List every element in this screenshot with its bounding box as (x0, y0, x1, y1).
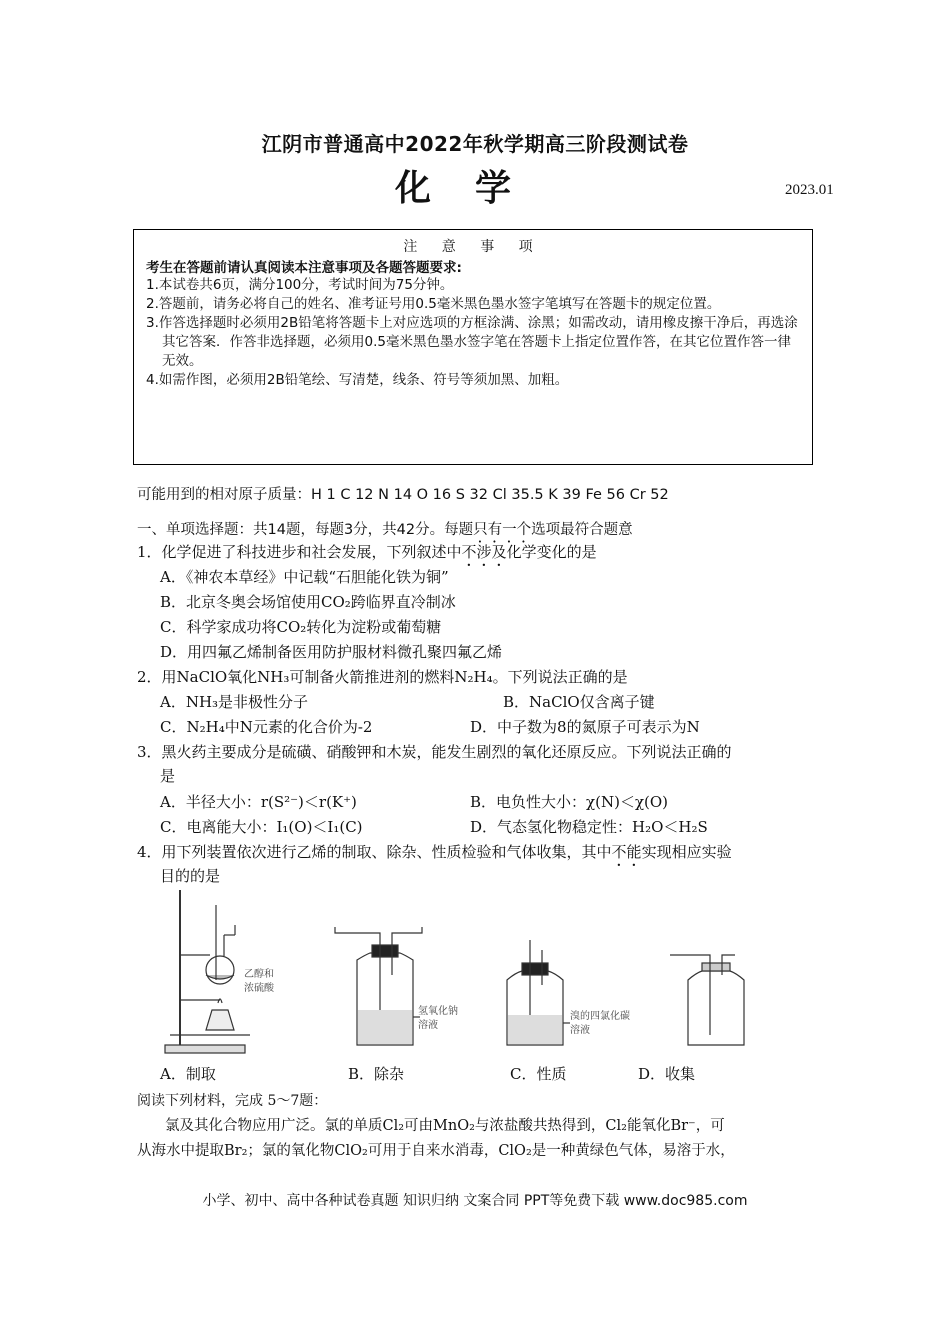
q4-option-b: B．除杂 (348, 1065, 405, 1083)
q3-option-a: A．半径大小：r(S²⁻)＜r(K⁺) (160, 793, 357, 811)
apparatus-a-label-2: 浓硫酸 (244, 983, 274, 994)
q1-stem-pre: 1．化学促进了科技进步和社会发展，下列叙述中 (137, 543, 462, 561)
section1-heading-post: 选项最符合题意 (531, 522, 633, 538)
q3-stem: 3．黑火药主要成分是硫磺、硝酸钾和木炭，能发生剧烈的氧化还原反应。下列说法正确的 (137, 743, 732, 761)
apparatus-b-label-1: 氢氧化钠 (418, 1006, 458, 1017)
notice-heading: 注 意 事 项 (403, 239, 543, 255)
q2-option-b: B．NaClO仅含离子键 (503, 693, 655, 711)
subject-title: 化学 (394, 167, 555, 209)
notice-item: 1.本试卷共6页，满分100分，考试时间为75分钟。 (146, 277, 454, 293)
q1-option-a: A．《神农本草经》中记载“石胆能化铁为铜” (160, 568, 449, 586)
q1-option-d: D．用四氟乙烯制备医用防护服材料微孔聚四氟乙烯 (160, 643, 503, 661)
q1-option-c: C．科学家成功将CO₂转化为淀粉或葡萄糖 (160, 618, 442, 636)
q4-option-a: A．制取 (160, 1065, 216, 1083)
notice-box (133, 229, 813, 465)
q4-option-c: C．性质 (510, 1065, 567, 1083)
exam-title: 江阴市普通高中2022年秋学期高三阶段测试卷 (261, 132, 689, 156)
q4-option-d: D．收集 (638, 1065, 696, 1083)
q3-option-d: D．气态氢化物稳定性：H₂O＜H₂S (470, 818, 708, 836)
section1-heading-pre: 一、单项选择题：共14题，每题3分，共42分。每题 (137, 522, 474, 538)
section1-heading-emphasis: 只有一个 (473, 522, 532, 538)
reading-paragraph-line-2: 从海水中提取Br₂；氯的氧化物ClO₂可用于自来水消毒，ClO₂是一种黄绿色气体，易溶于水， (137, 1143, 735, 1159)
q4-stem-cont: 目的的是 (160, 867, 221, 885)
apparatus-figure (150, 885, 790, 1060)
q3-option-c: C．电离能大小：I₁(O)＜I₁(C) (160, 818, 363, 836)
q1-option-b: B．北京冬奥会场馆使用CO₂跨临界直冷制冰 (160, 593, 456, 611)
exam-date: 2023.01 (785, 182, 834, 198)
page-footer: 小学、初中、高中各种试卷真题 知识归纳 文案合同 PPT等免费下载 www.doc985.com (202, 1193, 748, 1209)
q4-stem-emphasis: 不能 (611, 843, 642, 861)
q1-stem-emphasis: 不涉及 (461, 543, 507, 561)
apparatus-c-icon (507, 940, 570, 1045)
q4-stem-post: 实现相应实验 (641, 843, 732, 861)
q4-stem (137, 841, 732, 870)
notice-item: 4.如需作图，必须用2B铅笔绘、写清楚，线条、符号等须加黑、加粗。 (146, 372, 569, 388)
reading-paragraph-line-1: 氯及其化合物应用广泛。氯的单质Cl₂可由MnO₂与浓盐酸共热得到，Cl₂能氧化Br⁻，可 (165, 1118, 725, 1134)
q3-stem-cont: 是 (160, 767, 176, 785)
apparatus-a-label-1: 乙醇和 (244, 969, 274, 980)
apparatus-b-label-2: 溶液 (418, 1020, 438, 1031)
q3-option-b: B．电负性大小：χ(N)＜χ(O) (470, 793, 669, 811)
apparatus-b-icon (335, 927, 422, 1045)
notice-item: 2.答题前，请务必将自己的姓名、准考证号用0.5毫米黑色墨水签字笔填写在答题卡的规定位置。 (146, 296, 721, 312)
atomic-masses: 可能用到的相对原子质量：H 1 C 12 N 14 O 16 S 32 Cl 35.5 K 39 Fe 56 Cr 52 (137, 487, 669, 503)
q4-stem-pre: 4．用下列装置依次进行乙烯的制取、除杂、性质检验和气体收集，其中 (137, 843, 612, 861)
q2-stem: 2．用NaClO氧化NH₃可制备火箭推进剂的燃料N₂H₄。下列说法正确的是 (137, 668, 628, 686)
q2-option-c: C．N₂H₄中N元素的化合价为-2 (160, 718, 373, 736)
apparatus-c-label-1: 溴的四氯化碳 (570, 1011, 630, 1022)
notice-item: 3.作答选择题时必须用2B铅笔将答题卡上对应选项的方框涂满、涂黑；如需改动，请用橡皮擦干净后，再选涂其它答案．作答非选择题，必须用0.5毫米黑色墨水签字笔在答题卡上指定位置作答，在其它位置作答一律无效。 (146, 315, 798, 369)
apparatus-d-icon (670, 955, 744, 1045)
reading-intro: 阅读下列材料，完成 5～7题： (137, 1093, 328, 1109)
apparatus-c-label-2: 溶液 (570, 1025, 590, 1036)
notice-intro: 考生在答题前请认真阅读本注意事项及各题答题要求: (146, 260, 462, 276)
q1-stem-post: 化学变化的是 (506, 543, 597, 561)
apparatus-a-icon (165, 890, 250, 1053)
q2-option-d: D．中子数为8的氮原子可表示为N (470, 718, 700, 736)
q2-option-a: A．NH₃是非极性分子 (160, 693, 309, 711)
